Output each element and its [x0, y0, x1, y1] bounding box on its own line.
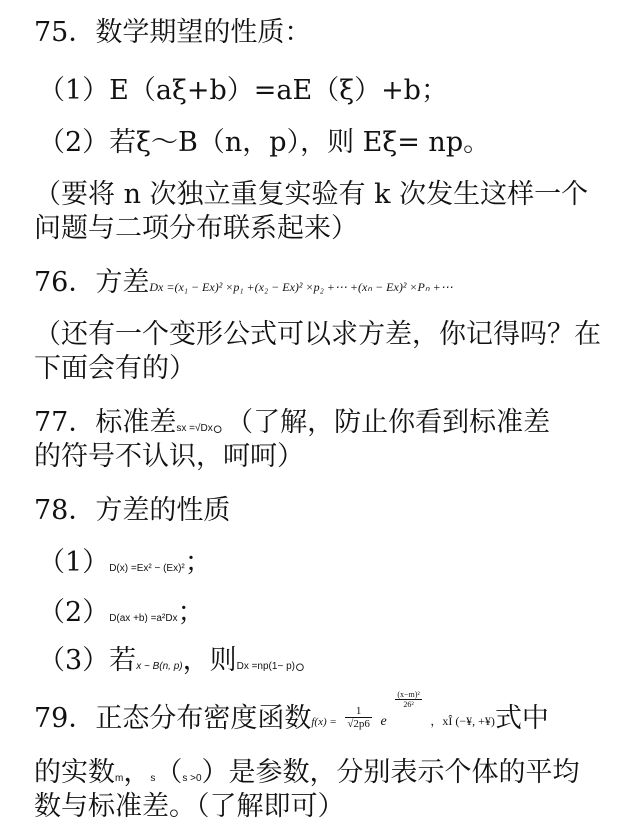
item-78-property-3	[38, 644, 630, 684]
item-75-note-line-1: （要将 n 次独立重复实验有 k 次发生这样一个	[34, 179, 589, 210]
item-79-title: 79．正态分布密度函数	[34, 703, 312, 734]
item-78-2-end: ；	[177, 597, 205, 628]
exp-power	[395, 690, 421, 709]
item-78-3-mid: ，则	[182, 645, 237, 676]
exp-numerator: (x−m)²	[397, 690, 420, 699]
density-lhs: f(x) =	[311, 716, 337, 728]
item-76-title: 76．方差	[34, 267, 150, 298]
item-79-b-a: 的实数	[34, 757, 115, 788]
exp-base: e	[380, 714, 387, 729]
std-dev-formula: sx =√Dx	[176, 423, 213, 434]
item-79-line-3: 数与标准差。（了解即可）	[34, 791, 345, 822]
exp-denominator: 26²	[403, 700, 414, 709]
variance-formula: Dx =(x₁ − Ex)² ×p₁ +(x₂ − Ex)² ×p₂ +⋯ +(xₙ − Ex)² ×Pₙ +⋯	[149, 280, 453, 294]
binomial-variance-formula: Dx =np(1− p)	[236, 661, 295, 672]
item-78-1-end: ；	[184, 547, 212, 578]
item-77-rest: 。（了解，防止你看到标准差	[212, 407, 551, 438]
sigma-condition: s >0	[182, 773, 202, 784]
density-coefficient-numerator: 1	[355, 705, 362, 717]
item-78-title: 78．方差的性质	[34, 495, 231, 526]
item-77-line-2: 的符号不认识，呵呵）	[34, 441, 304, 472]
item-79-b-cond-l: （	[155, 757, 183, 788]
binomial-condition: x ~ B(n, p)	[136, 661, 183, 672]
item-79-b-sep: ，	[123, 757, 151, 788]
item-75-property-2: （2）若ξ～B（n，p），则 Eξ= np。	[38, 127, 491, 158]
variance-property-1-formula: D(x) =Ex² − (Ex)²	[109, 563, 185, 574]
density-coefficient	[345, 705, 372, 730]
item-79-b-rest: 是参数，分别表示个体的平均	[228, 757, 580, 788]
item-79-line	[34, 690, 630, 739]
variance-property-2-formula: D(ax +b) =a²Dx	[109, 613, 178, 624]
item-78-1-index: （1）	[38, 547, 110, 578]
item-79-tail: 式中	[494, 703, 549, 734]
item-76-note-line-1: （还有一个变形公式可以求方差，你记得吗？在	[34, 319, 601, 350]
density-domain: ，xÎ (−¥, +¥)	[430, 714, 495, 728]
density-coefficient-denominator: √2p6	[347, 718, 370, 730]
symbol-sigma: s	[150, 773, 156, 784]
item-78-3-end: 。	[294, 645, 322, 676]
normal-density-formula	[311, 690, 495, 739]
symbol-mu: m	[115, 773, 124, 784]
item-78-3-index: （3）若	[38, 645, 137, 676]
item-78-property-1	[38, 546, 630, 586]
item-79-b-cond-r: ）	[201, 757, 229, 788]
item-77-title: 77．标准差	[34, 407, 177, 438]
item-75-title: 75．数学期望的性质：	[34, 17, 312, 48]
item-75-property-1: （1）E（aξ+b）=aE（ξ）+b；	[38, 75, 448, 106]
item-78-property-2	[38, 596, 630, 636]
item-76-line	[34, 266, 630, 304]
item-78-2-index: （2）	[38, 597, 110, 628]
item-75-note-line-2: 问题与二项分布联系起来）	[34, 213, 358, 244]
item-76-note-line-2: 下面会有的）	[34, 353, 196, 384]
